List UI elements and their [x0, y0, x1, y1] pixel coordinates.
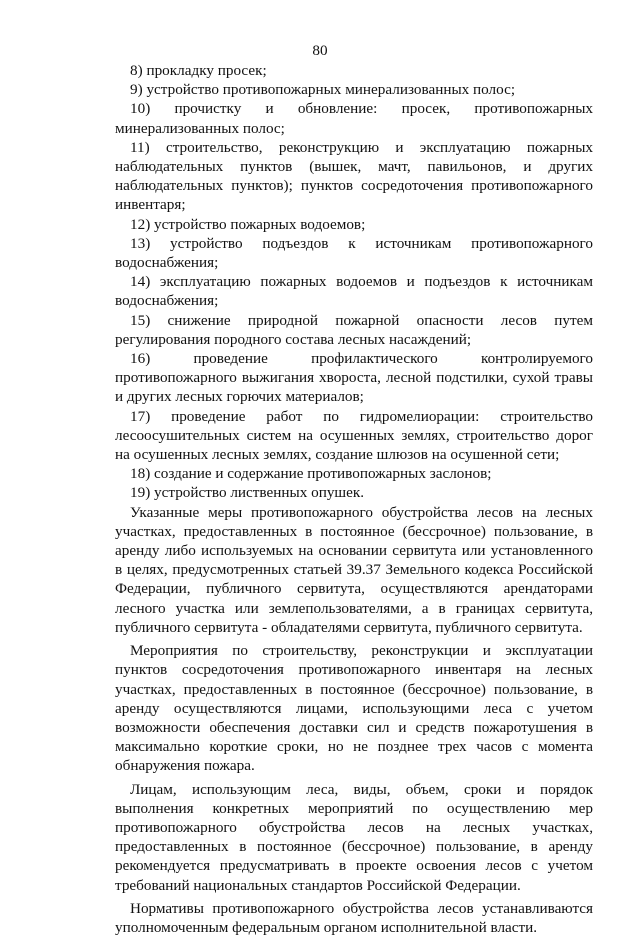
list-item-18: 18) создание и содержание противопожарных заслонов;	[130, 465, 492, 483]
paragraph-forest-users: Лицам, использующим леса, виды, объем, сроки и порядок выполнения конкретных мероприятий по осуществлению мер противопожарного обустройства лесов на лесных участках, предоставленных в постоянное (бессрочное) пользование, в аренду рекомендуется предусматривать в проекте освоения лесов с учетом требований национальных стандартов Российской Федерации.	[115, 780, 593, 894]
list-item-19: 19) устройство лиственных опушек.	[130, 484, 365, 502]
list-item-12: 12) устройство пожарных водоемов;	[130, 215, 366, 233]
list-item-16: 16) проведение профилактического контролируемого противопожарного выжигания хвороста, лесной подстилки, сухой травы и других лесных горючих материалов;	[115, 350, 593, 406]
document-body	[115, 61, 593, 937]
list-item-14: 14) эксплуатацию пожарных водоемов и подъездов к источникам водоснабжения;	[115, 273, 593, 310]
list-item-15: 15) снижение природной пожарной опасности лесов путем регулирования породного состава лесных насаждений;	[115, 311, 593, 348]
list-item-9: 9) устройство противопожарных минерализованных полос;	[130, 81, 516, 99]
paragraph-inventory-points: Мероприятия по строительству, реконструкции и эксплуатации пунктов сосредоточения противопожарного инвентаря на лесных участках, предоставленных в постоянное (бессрочное) пользование, в аренду осуществляются лицами, использующими леса с учетом возможности обеспечения доставки сил и средств пожаротушения в максимально короткие сроки, но не позднее трех часов с момента обнаружения пожара.	[115, 642, 593, 775]
paragraph-measures-responsibility: Указанные меры противопожарного обустройства лесов на лесных участках, предоставленных в постоянное (бессрочное) пользование, в аренду либо используемых на основании сервитута или установленного в целях, предусмотренных статьей 39.37 Земельного кодекса Российской Федерации, публичного сервитута, осуществляются арендаторами лесного участка или землепользователями, а в границах сервитута, публичного сервитута - обладателями сервитута, публичного сервитута.	[115, 503, 593, 636]
list-item-10: 10) прочистку и обновление: просек, противопожарных минерализованных полос;	[115, 100, 593, 137]
list-item-13: 13) устройство подъездов к источникам противопожарного водоснабжения;	[115, 234, 593, 272]
list-item-17: 17) проведение работ по гидромелиорации: строительство лесоосушительных систем на осушенных землях, строительство дорог на осушенных лесных землях, создание шлюзов на осушенной сети;	[115, 407, 593, 464]
page-number: 80	[312, 42, 328, 59]
list-item-8: 8) прокладку просек;	[130, 62, 267, 79]
list-item-11: 11) строительство, реконструкцию и эксплуатацию пожарных наблюдательных пунктов (вышек, мачт, павильонов, и других наблюдательных пунктов); пунктов сосредоточения противопожарного инвентаря;	[115, 138, 593, 214]
paragraph-norms: Нормативы противопожарного обустройства лесов устанавливаются уполномоченным федеральным органом исполнительной власти.	[115, 899, 593, 936]
